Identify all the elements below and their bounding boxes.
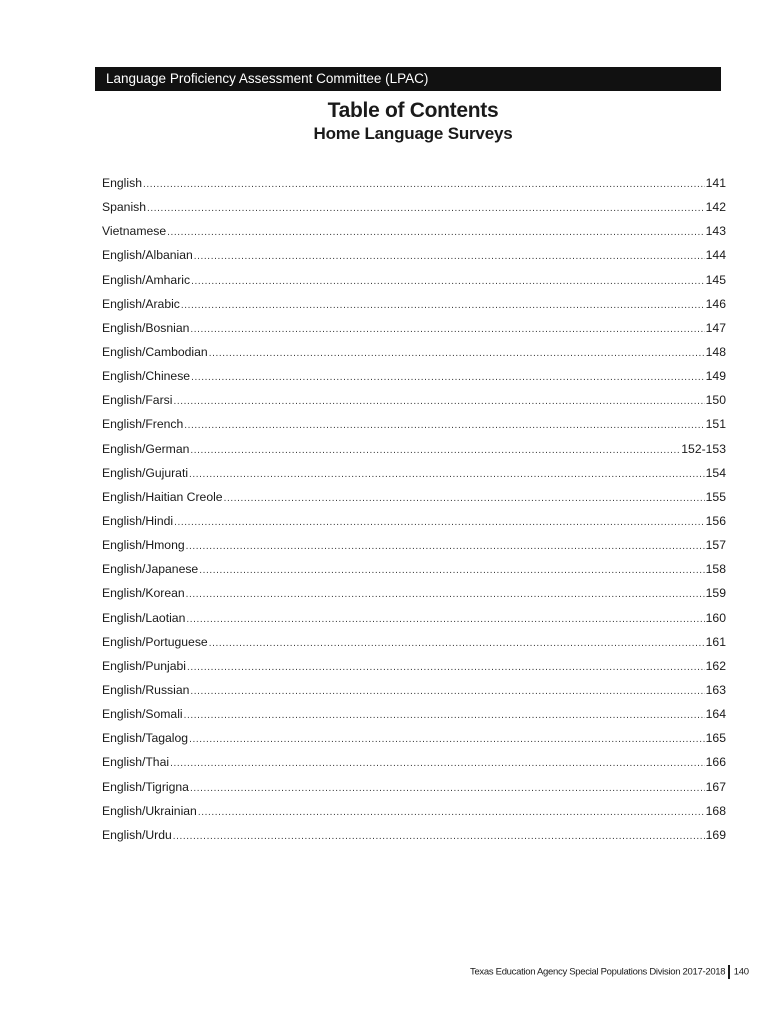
toc-entry-label: English/Gujurati — [102, 465, 189, 480]
toc-entry[interactable] — [102, 659, 726, 683]
toc-entry[interactable] — [102, 635, 726, 659]
toc-entry-label: English/Amharic — [102, 272, 191, 287]
toc-entry-label: English/German — [102, 441, 190, 456]
toc-leader-dots — [190, 686, 704, 697]
toc-entry-page: 141 — [705, 176, 726, 190]
toc-leader-dots — [191, 372, 705, 383]
toc-entry[interactable] — [102, 683, 726, 707]
toc-leader-dots — [181, 300, 705, 311]
toc-entry-label: English/Haitian Creole — [102, 489, 223, 504]
toc-entry-page: 162 — [705, 658, 726, 673]
toc-entry-page: 159 — [705, 586, 726, 601]
toc-entry-label: English/Hindi — [102, 513, 174, 528]
page-title: Table of Contents — [327, 99, 499, 122]
toc-entry-page: 165 — [705, 731, 726, 746]
toc-entry-page: 145 — [705, 272, 726, 287]
toc-entry-label: Spanish — [102, 200, 147, 215]
toc-entry-label: English/Cambodian — [102, 344, 208, 359]
toc-entry[interactable] — [102, 417, 726, 441]
toc-entry-label: English/Thai — [102, 755, 170, 770]
toc-leader-dots — [173, 396, 704, 407]
toc-entry-label: English/Farsi — [102, 393, 173, 408]
toc-entry-page: 167 — [705, 779, 726, 794]
toc-entry-page: 166 — [705, 755, 726, 770]
toc-entry-page: 148 — [705, 344, 726, 359]
section-banner — [95, 67, 721, 91]
toc-entry[interactable] — [102, 176, 726, 200]
toc-leader-dots — [209, 348, 705, 359]
toc-entry-label: English/Somali — [102, 707, 183, 722]
toc-entry[interactable] — [102, 273, 726, 297]
toc-entry[interactable] — [102, 538, 726, 562]
toc-entry-page: 168 — [705, 803, 726, 818]
page-subtitle: Home Language Surveys — [313, 124, 513, 143]
page-footer — [470, 965, 749, 979]
banner-title: Language Proficiency Assessment Committee (LPAC) — [106, 71, 429, 86]
toc-leader-dots — [186, 589, 705, 600]
footer-page-number: 140 — [733, 966, 749, 978]
toc-leader-dots — [190, 445, 680, 456]
toc-leader-dots — [190, 783, 705, 794]
toc-entry[interactable] — [102, 611, 726, 635]
toc-leader-dots — [199, 565, 704, 576]
toc-entry[interactable] — [102, 804, 726, 828]
toc-entry[interactable] — [102, 442, 726, 466]
toc-leader-dots — [167, 227, 705, 238]
toc-entry[interactable] — [102, 731, 726, 755]
toc-entry-label: English/Tigrigna — [102, 779, 189, 794]
toc-entry-page: 154 — [705, 465, 726, 480]
toc-entry-page: 142 — [705, 200, 726, 215]
toc-entry[interactable] — [102, 755, 726, 779]
toc-leader-dots — [184, 710, 705, 721]
toc-entry-label: English/Japanese — [102, 562, 199, 577]
toc-entry-page: 150 — [705, 393, 726, 408]
toc-entry-page: 146 — [705, 296, 726, 311]
table-of-contents — [102, 176, 726, 852]
toc-leader-dots — [189, 469, 705, 480]
toc-entry[interactable] — [102, 586, 726, 610]
toc-entry[interactable] — [102, 345, 726, 369]
toc-entry-page: 161 — [705, 634, 726, 649]
toc-entry-page: 157 — [705, 538, 726, 553]
toc-entry-page: 143 — [705, 224, 726, 239]
toc-entry-label: English/Russian — [102, 682, 190, 697]
toc-entry-page: 144 — [705, 248, 726, 263]
toc-entry[interactable] — [102, 248, 726, 272]
toc-entry-label: English/Hmong — [102, 538, 185, 553]
toc-leader-dots — [184, 420, 704, 431]
toc-entry-label: English — [102, 176, 142, 190]
toc-entry[interactable] — [102, 490, 726, 514]
toc-entry-page: 163 — [705, 682, 726, 697]
toc-entry-page: 156 — [705, 513, 726, 528]
toc-entry-page: 158 — [705, 562, 726, 577]
toc-entry[interactable] — [102, 321, 726, 345]
toc-leader-dots — [186, 541, 705, 552]
toc-leader-dots — [191, 276, 705, 287]
toc-leader-dots — [194, 251, 705, 262]
toc-entry[interactable] — [102, 466, 726, 490]
toc-leader-dots — [147, 203, 705, 214]
toc-leader-dots — [170, 758, 705, 769]
toc-leader-dots — [143, 179, 705, 190]
toc-leader-dots — [198, 807, 705, 818]
toc-entry[interactable] — [102, 200, 726, 224]
toc-entry-label: English/Ukrainian — [102, 803, 197, 818]
toc-entry-label: English/Tagalog — [102, 731, 189, 746]
toc-leader-dots — [173, 831, 705, 842]
toc-entry-label: English/Chinese — [102, 369, 191, 384]
toc-entry-page: 169 — [705, 827, 726, 842]
toc-entry[interactable] — [102, 224, 726, 248]
toc-entry-page: 147 — [705, 320, 726, 335]
toc-entry-label: English/Korean — [102, 586, 185, 601]
toc-entry-page: 152-153 — [681, 441, 726, 456]
toc-entry-label: English/Urdu — [102, 827, 172, 842]
toc-entry[interactable] — [102, 393, 726, 417]
toc-entry-label: English/Portuguese — [102, 634, 208, 649]
toc-entry-label: Vietnamese — [102, 224, 167, 239]
toc-entry[interactable] — [102, 562, 726, 586]
toc-entry[interactable] — [102, 828, 726, 852]
toc-entry-page: 160 — [705, 610, 726, 625]
toc-leader-dots — [174, 517, 705, 528]
toc-entry-page: 151 — [705, 417, 726, 432]
toc-entry[interactable] — [102, 707, 726, 731]
toc-entry[interactable] — [102, 780, 726, 804]
footer-separator — [728, 965, 730, 979]
toc-entry-label: English/Punjabi — [102, 658, 187, 673]
toc-leader-dots — [189, 734, 705, 745]
toc-entry-label: English/Bosnian — [102, 320, 190, 335]
toc-leader-dots — [187, 662, 705, 673]
toc-leader-dots — [190, 324, 704, 335]
toc-entry-label: English/Arabic — [102, 296, 180, 311]
toc-entry-page: 155 — [705, 489, 726, 504]
toc-leader-dots — [224, 493, 705, 504]
toc-entry[interactable] — [102, 514, 726, 538]
toc-entry-page: 149 — [705, 369, 726, 384]
toc-entry[interactable] — [102, 369, 726, 393]
toc-leader-dots — [209, 638, 705, 649]
toc-entry[interactable] — [102, 297, 726, 321]
footer-agency: Texas Education Agency Special Populations Division 2017-2018 — [470, 966, 726, 978]
toc-leader-dots — [186, 614, 704, 625]
toc-entry-label: English/Laotian — [102, 610, 186, 625]
toc-entry-label: English/Albanian — [102, 248, 193, 263]
toc-entry-label: English/French — [102, 417, 184, 432]
toc-entry-page: 164 — [705, 707, 726, 722]
